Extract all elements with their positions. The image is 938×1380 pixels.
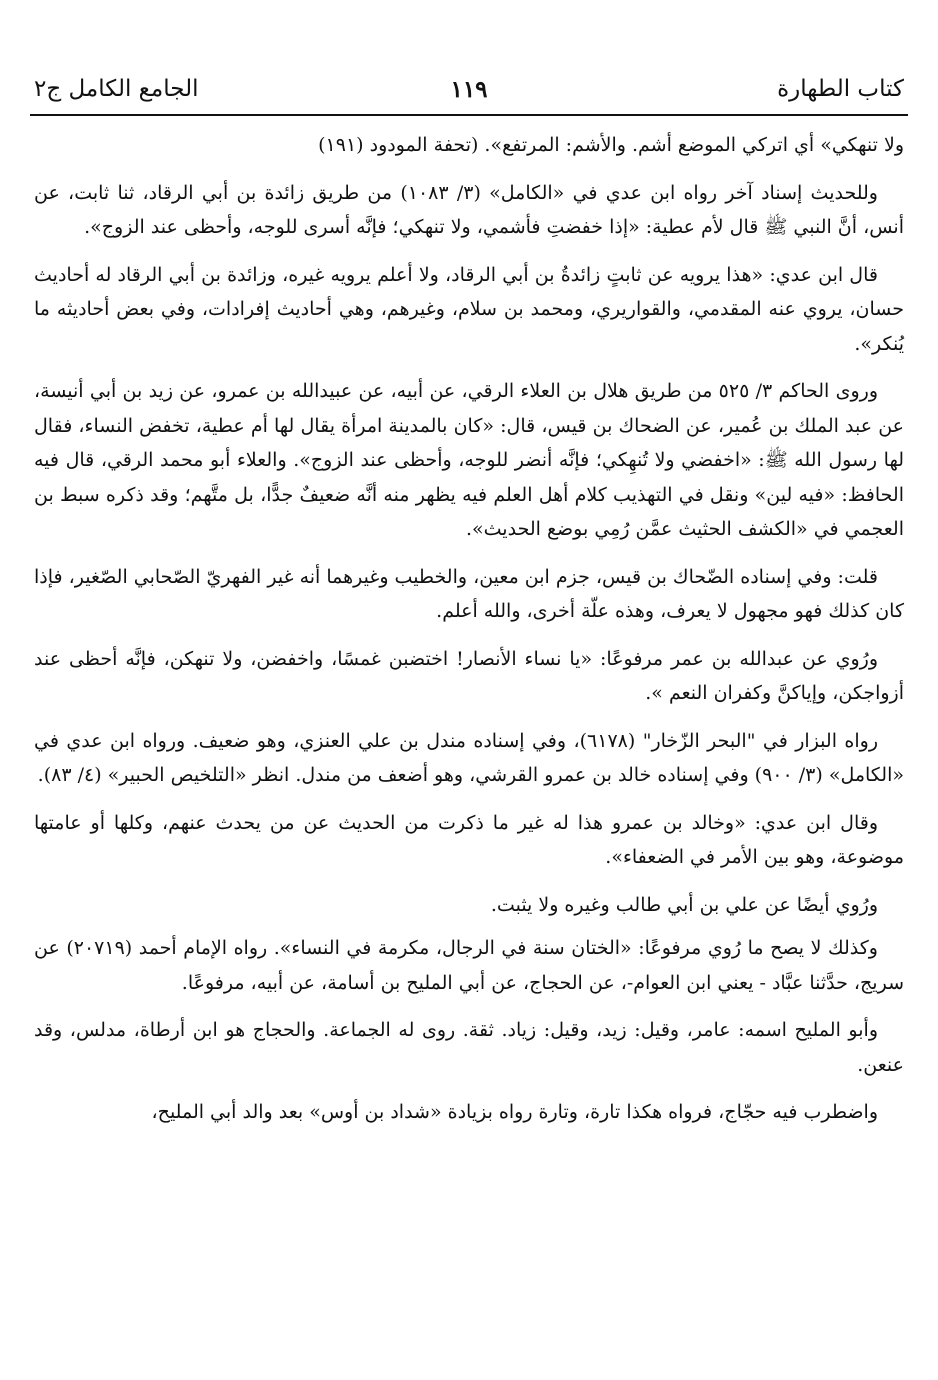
paragraph: وقال ابن عدي: «وخالد بن عمرو هذا له غير ما ذكرت من الحديث عن من يحدث عنهم، وكلها أو عامتها موضوعة، وهو بين الأمر في الضعفاء». [34,811,904,868]
paragraph: وللحديث إسناد آخر رواه ابن عدي في «الكامل» (٣/ ١٠٨٣) من طريق زائدة بن أبي الرقاد، ثنا ثابت، عن أنس، أنَّ النبي ﷺ قال لأم عطية: «إذا خفضتِ فأشمي، ولا تنهكي؛ فإنَّه أسرى للوجه، وأحظى عند الزوج». [34,181,904,238]
paragraph: ورُوي أيضًا عن علي بن أبي طالب وغيره ولا يثبت. [490,893,878,916]
page-number: ١١٩ [450,76,488,103]
paragraph: وكذلك لا يصح ما رُوي مرفوعًا: «الختان سنة في الرجال، مكرمة في النساء». رواه الإمام أحمد (٢٠٧١٩) عن سريج، حدَّثنا عبَّاد - يعني ابن العوام-، عن الحجاج، عن أبي المليح بن أسامة، عن أبيه، مرفوعًا. [34,937,904,994]
paragraph: رواه البزار في "البحر الزّخار" (٦١٧٨)، وفي إسناده مندل بن علي العنزي، وهو ضعيف. ورواه ابن عدي في «الكامل» (٣/ ٩٠٠) وفي إسناده خالد بن عمرو القرشي، وهو أضعف من مندل. انظر «التلخيص الحبير» (٤/ ٨٣). [34,729,904,786]
running-header [30,70,908,116]
paragraph: قلت: وفي إسناده الضّحاك بن قيس، جزم ابن معين، والخطيب وغيرهما أنه غير الفهريّ الصّحابي الصّغير، فإذا كان كذلك فهو مجهول لا يعرف، وهذه علّة أخرى، والله أعلم. [34,565,904,622]
paragraph: ورُوي عن عبدالله بن عمر مرفوعًا: «يا نساء الأنصار! اختضبن غمسًا، واخفضن، ولا تنهكن، فإنَّه أحظى عند أزواجكن، وإياكنَّ وكفران النعم ». [34,647,904,704]
book-volume-title: الجامع الكامل ج٢ [34,76,199,102]
paragraph-continuation: ولا تنهكي» أي اتركي الموضع أشم. والأشم: المرتفع». (تحفة المودود (١٩١) [318,134,904,156]
paragraph: وأبو المليح اسمه: عامر، وقيل: زيد، وقيل: زياد. ثقة. روى له الجماعة. والحجاج هو ابن أرطاة، مدلس، وقد عنعن. [34,1019,904,1076]
book-page [30,70,908,1143]
paragraph: واضطرب فيه حجّاج، فرواه هكذا تارة، وتارة رواه بزيادة «شداد بن أوس» بعد والد أبي المليح، [151,1101,878,1123]
paragraph: وروى الحاكم ٣/ ٥٢٥ من طريق هلال بن العلاء الرقي، عن أبيه، عن عبيدالله بن عمرو، عن زيد بن أبي أنيسة، عن عبد الملك بن عُمير، عن الضحاك بن قيس، قال: «كان بالمدينة امرأة يقال لها أم عطية، تخفض النساء، فقال لها رسول الله ﷺ: «اخفضي ولا تُنهِكي؛ فإنَّه أنضر للوجه، وأحظى عند الزوج». والعلاء أبو محمد الرقي، قال فيه الحافظ: «فيه لين» ونقل في التهذيب كلام أهل العلم فيه يظهر منه أنَّه ضعيفٌ جدًّا، بل متَّهم؛ وقد ذكره سبط بن العجمي في «الكشف الحثيث عمَّن رُمِي بوضع الحديث». [34,380,904,540]
paragraph: قال ابن عدي: «هذا يرويه عن ثابتٍ زائدةُ بن أبي الرقاد، ولا أعلم يرويه غيره، وزائدة بن أبي الرقاد له أحاديث حسان، يروي عنه المقدمي، والقواريري، ومحمد بن سلام، وغيرهم، وهي أحاديث إفرادات، وفي بعض أحاديثه ما يُنكر». [34,263,904,355]
page-body [30,128,908,1130]
book-section-title: كتاب الطهارة [777,76,904,102]
